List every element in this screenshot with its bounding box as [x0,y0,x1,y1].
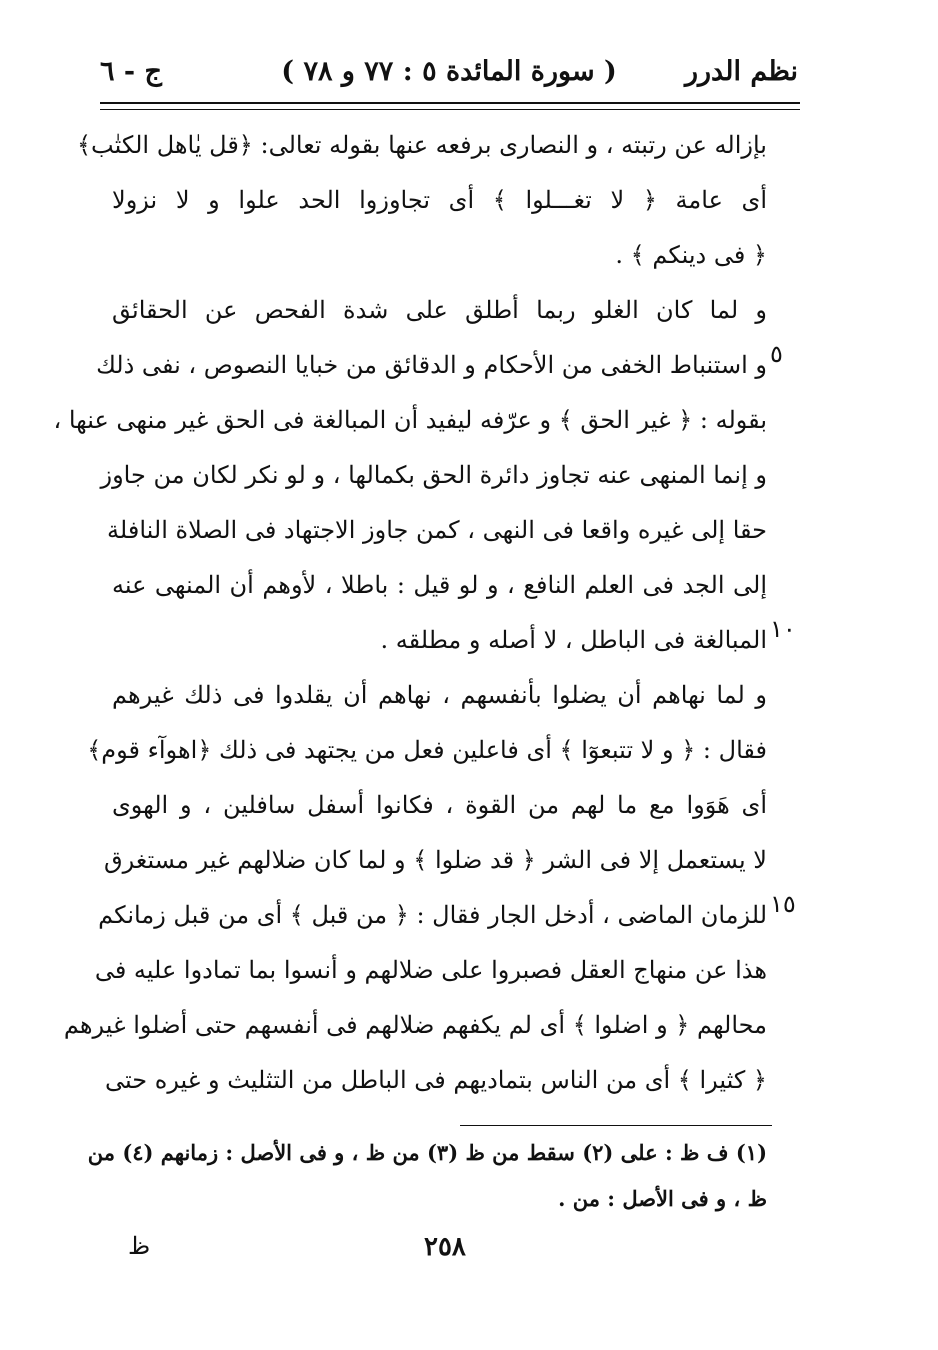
text-line: إلى الجد فى العلم النافع ، و لو قيل : باطلا ، لأوهم أن المنهى عنه [112,571,767,599]
text-line: ﴿ فى دينكم ﴾ . [615,241,767,269]
volume-number: ج - ٦ [100,56,162,87]
text-line: أى هَوَوا مع ما لهم من القوة ، فكانوا أسفل سافلين ، و الهوى [112,791,767,819]
footnote-rule [460,1125,772,1126]
text-line: أى عامة ﴿ لا تغـــلوا ﴾ أى تجاوزوا الحد علوا و لا نزولا [112,186,767,214]
signature-mark: ظ [128,1232,151,1260]
line-number-5: ٥ [770,340,783,368]
text-line: فقال : ﴿ و لا تتبعوٓا ﴾ أى فاعلين فعل من يجتهد فى ذلك ﴿اهوآء قوم﴾ [87,736,767,764]
text-line: و استنباط الخفى من الأحكام و الدقائق من خبايا النصوص ، نفى ذلك [96,351,767,379]
text-line: و لما نهاهم أن يضلوا بأنفسهم ، نهاهم أن يقلدوا فى ذلك غيرهم [112,681,767,709]
text-line: ﴿ كثيرا ﴾ أى من الناس بتماديهم فى الباطل من التثليث و غيره حتى [105,1066,767,1094]
main-text [53,118,767,1108]
text-line: بإزاله عن رتبته ، و النصارى برفعه عنها بقوله تعالى: ﴿قل يٰاهل الكتٰب﴾ [76,131,767,159]
text-line: للزمان الماضى ، أدخل الجار فقال : ﴿ من قبل ﴾ أى من قبل زمانكم [98,901,767,929]
page-number: ٢٥٨ [424,1232,466,1262]
text-line: هذا عن منهاج العقل فصبروا على ضلالهم و أنسوا بما تمادوا عليه فى [94,956,767,984]
text-line: لا يستعمل إلا فى الشر ﴿ قد ضلوا ﴾ و لما كان ضلالهم غير مستغرق [104,846,767,874]
line-number-10: ١٠ [770,615,796,643]
surah-reference: ( سورة المائدة ٥ : ٧٧ و ٧٨ ) [281,56,617,87]
text-line: حقا إلى غيره واقعا فى النهى ، كمن جاوز الاجتهاد فى الصلاة النافلة [107,516,767,544]
running-header [100,48,798,96]
text-line: المبالغة فى الباطل ، لا أصله و مطلقه . [380,626,767,654]
text-line: محالهم ﴿ و اضلوا ﴾ أى لم يكفهم ضلالهم فى أنفسهم حتى أضلوا غيرهم [63,1011,767,1039]
text-line: و لما كان الغلو ربما أطلق على شدة الفحص عن الحقائق [112,296,767,324]
footnotes [87,1130,767,1222]
header-rule-thick [100,102,800,104]
text-line: و إنما المنهى عنه تجاوز دائرة الحق بكمالها ، و لو نكر لكان من جاوز [100,461,767,489]
header-rule-thin [100,109,800,110]
text-line: بقوله : ﴿ غير الحق ﴾ و عرّفه ليفيد أن المبالغة فى الحق غير منهى عنها ، [53,406,767,434]
line-number-15: ١٥ [770,890,796,918]
book-title: نظم الدرر [684,56,798,87]
footnote-line: ظ ، و فى الأصل : من . [558,1186,767,1211]
footnote-line: (١) ف ظ : على (٢) سقط من ظ (٣) من ظ ، و فى الأصل : زمانهم (٤) من [87,1140,767,1165]
